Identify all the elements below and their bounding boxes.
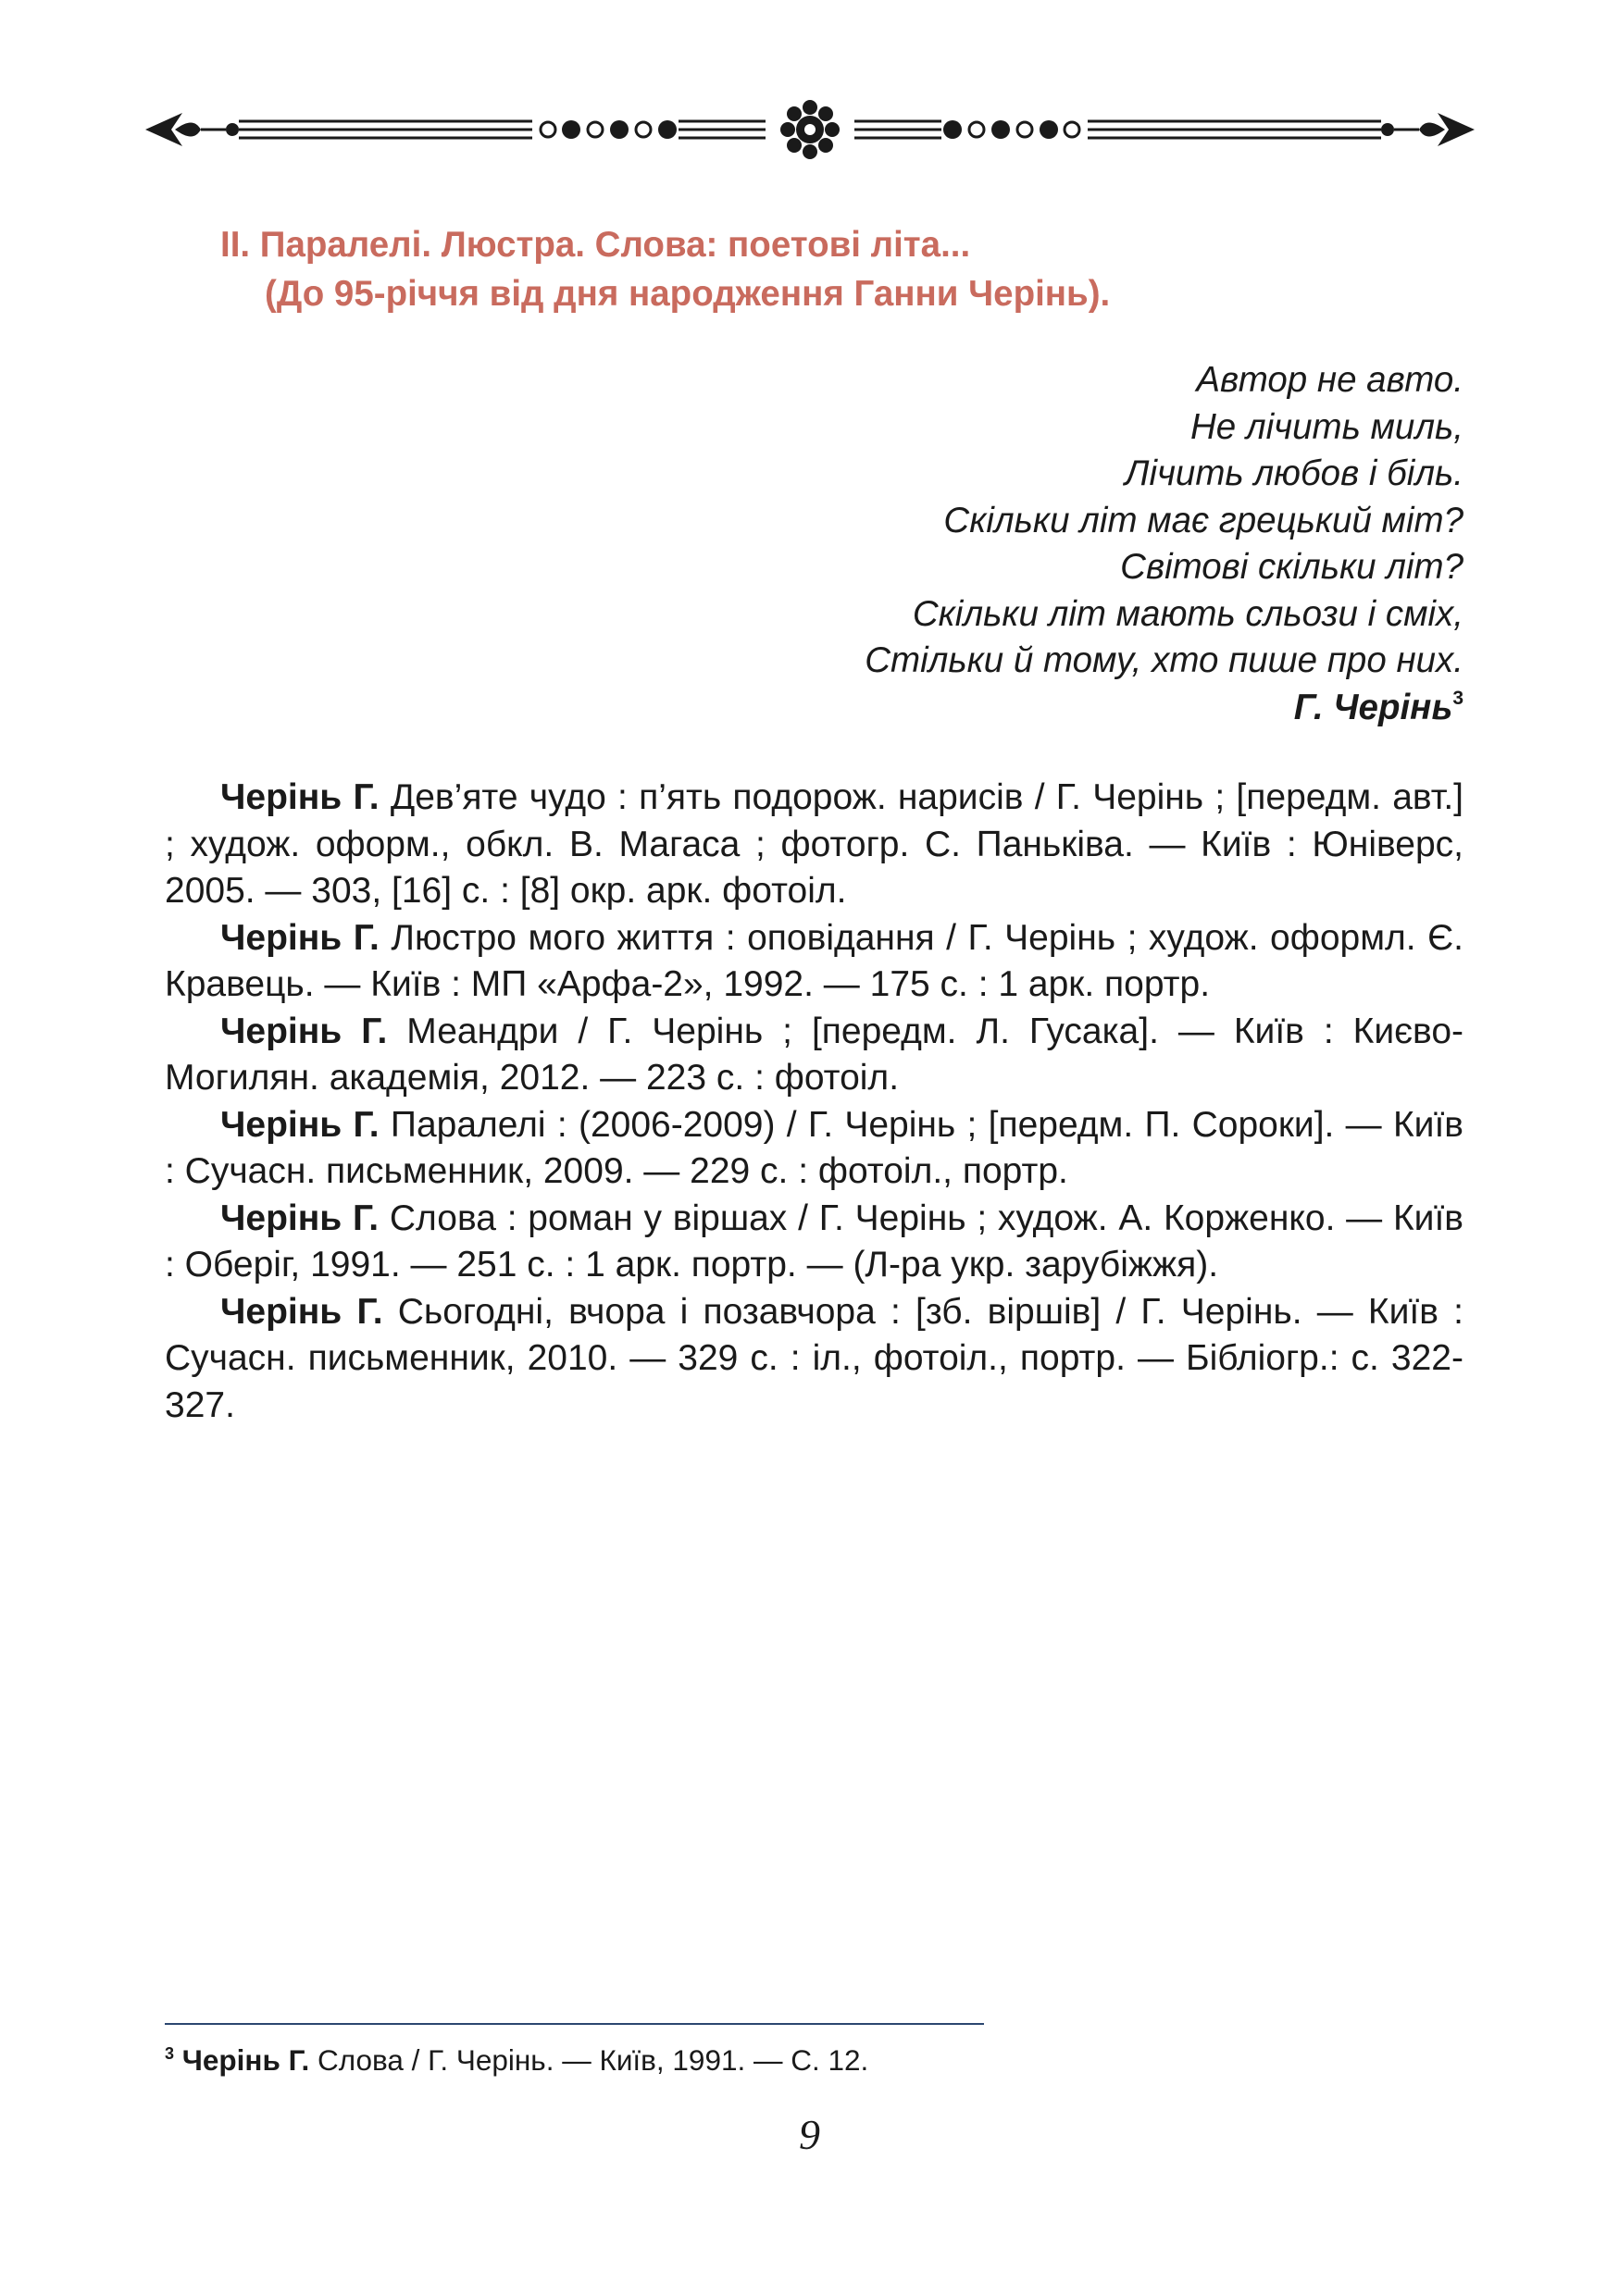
bibliography-entry [165, 1102, 1463, 1196]
bibliography-list [165, 775, 1463, 1429]
entry-text: Паралелі : (2006-2009) / Г. Черінь ; [передм. П. Сороки]. — Київ : Сучасн. письменник, 2009. — 229 с. : фотоіл., портр. [165, 1104, 1464, 1191]
entry-author: Черінь Г. [220, 777, 380, 817]
entry-text: Сьогодні, вчора і позавчора : [зб. віршів] / Г. Черінь. — Київ : Сучасн. письменник, 2010. — 329 с. : іл., фотоіл., портр. — Бібліогр.: с. 322-327. [165, 1291, 1463, 1425]
section-heading [220, 220, 1424, 318]
folk-ornament-icon [143, 100, 1476, 159]
entry-author: Черінь Г. [220, 1291, 383, 1332]
footnote-text: Слова / Г. Черінь. — Київ, 1991. — С. 12. [309, 2043, 869, 2077]
bibliography-entry [165, 1009, 1463, 1102]
bibliography-entry [165, 915, 1463, 1009]
poem-line: Не лічить миль, [1190, 406, 1463, 447]
poem-line: Лічить любов і біль. [1125, 453, 1463, 493]
entry-text: Люстро мого життя : оповідання / Г. Черінь ; худож. оформл. Є. Кравець. — Київ : МП «Арфа-2», 1992. — 175 с. : 1 арк. портр. [165, 917, 1463, 1004]
poem-line: Світові скільки літ? [1120, 547, 1463, 587]
entry-text: Слова : роман у віршах / Г. Черінь ; худож. А. Корженко. — Київ : Оберіг, 1991. — 251 с. : 1 арк. портр. — (Л-ра укр. зарубіжжя). [165, 1198, 1464, 1285]
entry-author: Черінь Г. [220, 1104, 380, 1145]
entry-text: Дев’яте чудо : п’ять подорож. нарисів / Г. Черінь ; [передм. авт.] ; худож. оформ., обкл. В. Магаса ; фотогр. С. Паньківа. — Київ : Юніверс, 2005. — 303, [16] с. : [8] окр. арк. фотоіл. [165, 777, 1464, 911]
poem-line: Автор не авто. [1196, 360, 1463, 400]
poem-line: Скільки літ має грецький міт? [943, 500, 1463, 540]
footnote [165, 2041, 1368, 2079]
poem-author-name: Г. Черінь [1293, 687, 1453, 727]
heading-line-2: (До 95-річчя від дня народження Ганни Черінь). [265, 274, 1111, 314]
heading-line-1: II. Паралелі. Люстра. Слова: поетові літа... [220, 225, 971, 265]
footnote-divider [165, 2023, 984, 2025]
bibliography-entry [165, 1196, 1463, 1289]
footnote-number: 3 [165, 2044, 175, 2063]
poem-line: Стільки й тому, хто пише про них. [865, 640, 1463, 680]
entry-author: Черінь Г. [220, 1011, 388, 1051]
epigraph-poem [538, 357, 1463, 731]
footnote-ref[interactable]: 3 [1452, 687, 1463, 709]
poem-line: Скільки літ мають сльози і сміх, [912, 593, 1463, 634]
poem-author [538, 685, 1463, 732]
entry-author: Черінь Г. [220, 917, 380, 958]
bibliography-entry [165, 775, 1463, 915]
bibliography-entry [165, 1289, 1463, 1430]
entry-text: Меандри / Г. Черінь ; [передм. Л. Гусака]. — Київ : Києво-Могилян. академія, 2012. — 223 с. : фотоіл. [165, 1011, 1464, 1098]
entry-author: Черінь Г. [220, 1198, 380, 1238]
footnote-author: Черінь Г. [181, 2043, 310, 2077]
page-number: 9 [799, 2111, 820, 2158]
